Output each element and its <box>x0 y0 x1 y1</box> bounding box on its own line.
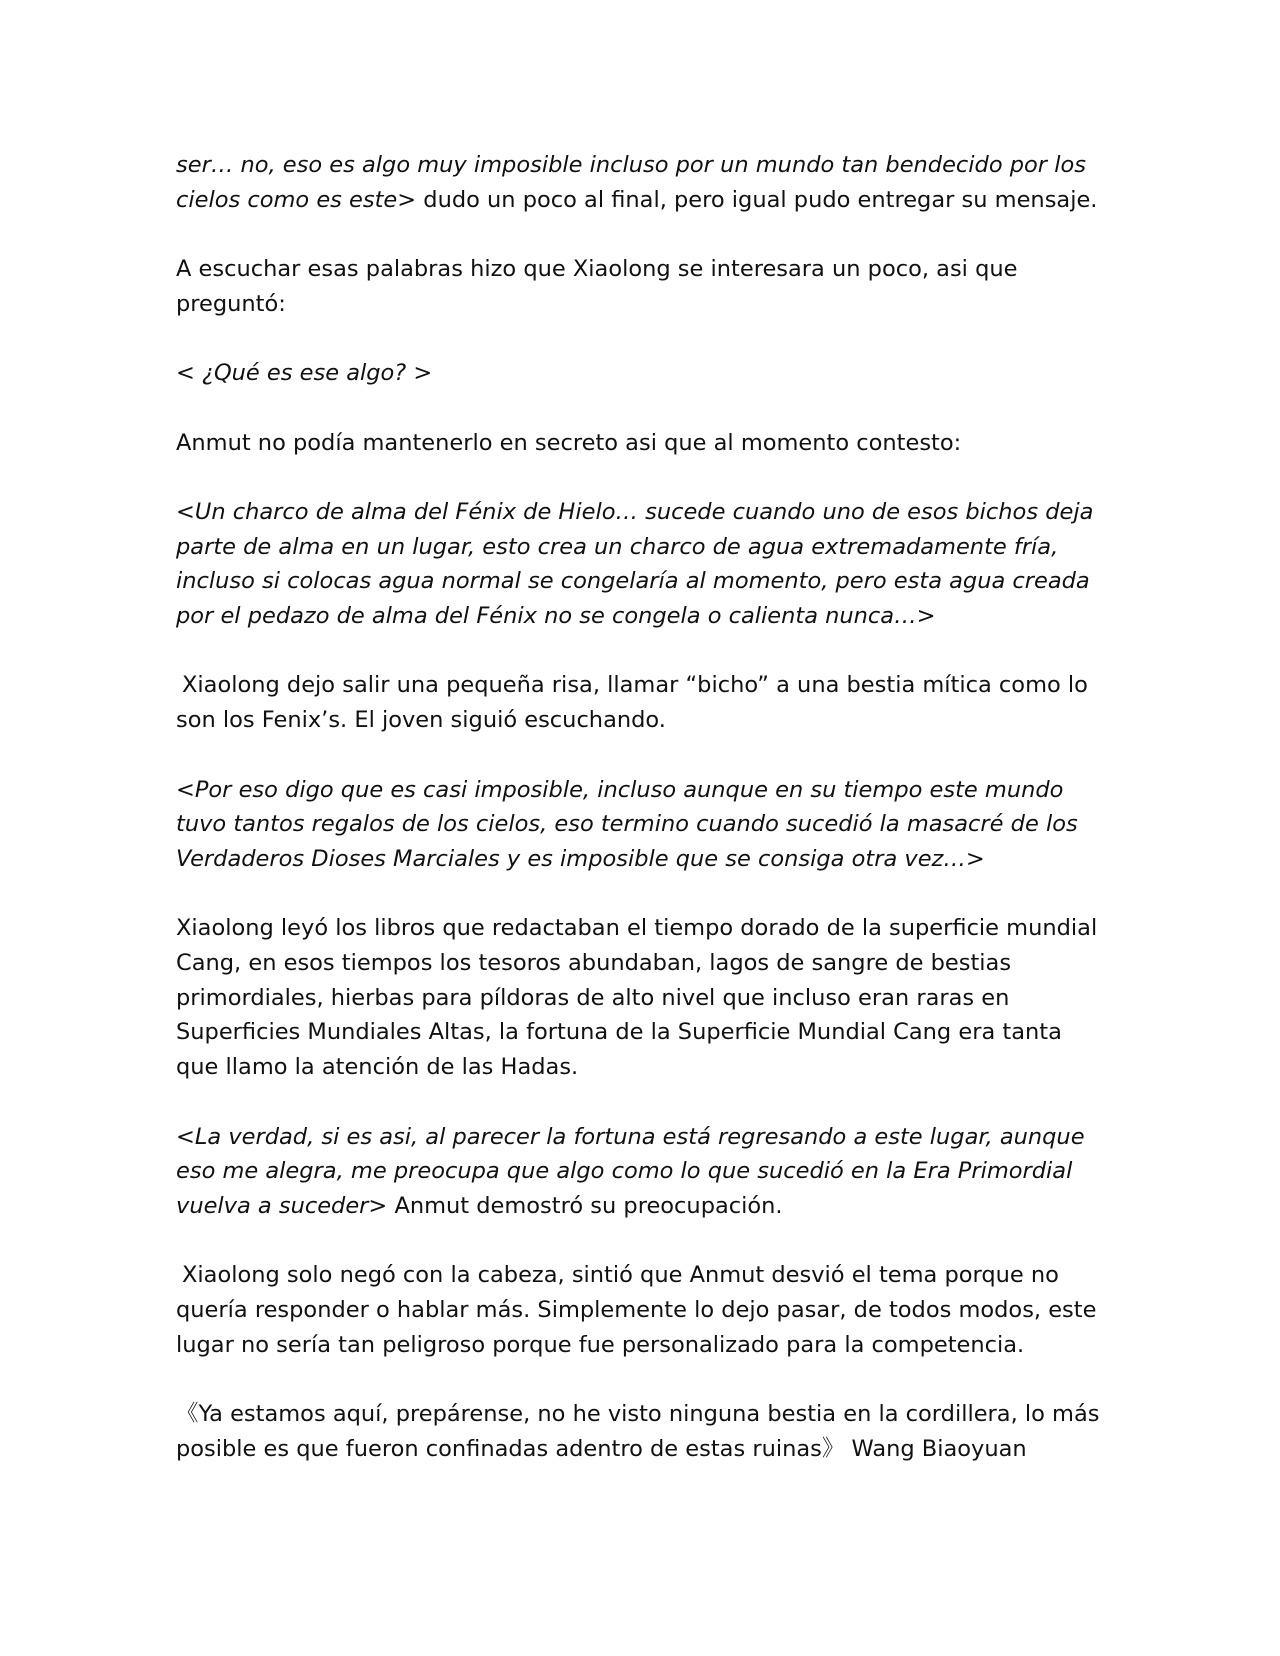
paragraph-5 <box>176 495 1111 634</box>
narration-text: 《Ya estamos aquí, prepárense, no he visto ninguna bestia en la cordillera, lo más posible es que fueron confinadas adentro de estas ruinas》 Wang Biaoyuan <box>176 1401 1100 1462</box>
dialogue-text: <La verdad, si es asi, al parecer la fortuna está regresando a este lugar, aunque eso me alegra, me preocupa que algo como lo que sucedió en la Era Primordial vuelva a suceder> <box>176 1123 1085 1219</box>
dialogue-text: <Un charco de alma del Fénix de Hielo… sucede cuando uno de esos bichos deja parte de alma en un lugar, esto crea un charco de agua extremadamente fría, incluso si colocas agua normal se congelaría al momento, pero esta agua creada por el pedazo de alma del Fénix no se congela o calienta nunca…> <box>176 498 1094 630</box>
dialogue-text: <Por eso digo que es casi imposible, incluso aunque en su tiempo este mundo tuvo tantos regalos de los cielos, eso termino cuando sucedió la masacré de los Verdaderos Dioses Marciales y es imposible que se consiga otra vez…> <box>176 776 1078 872</box>
paragraph-1 <box>176 148 1111 217</box>
narration-text: A escuchar esas palabras hizo que Xiaolong se interesara un poco, asi que preguntó: <box>176 256 1018 317</box>
paragraph-2 <box>176 252 1111 321</box>
narration-text: Xiaolong leyó los libros que redactaban el tiempo dorado de la superficie mundial Cang, en esos tiempos los tesoros abundaban, lagos de sangre de bestias primordiales, hierbas para píldoras de alto nivel que incluso eran raras en Superficies Mundiales Altas, la fortuna de la Superficie Mundial Cang era tanta que llamo la atención de las Hadas. <box>176 915 1098 1081</box>
paragraph-6 <box>176 668 1111 737</box>
narration-text: Xiaolong dejo salir una pequeña risa, llamar “bicho” a una bestia mítica como lo son los Fenix’s. El joven siguió escuchando. <box>176 672 1088 734</box>
dialogue-text: ser… no, eso es algo muy imposible incluso por un mundo tan bendecido por los cielos como es este> <box>176 152 1086 213</box>
narration-text: dudo un poco al final, pero igual pudo entregar su mensaje. <box>416 186 1098 213</box>
narration-text: Anmut demostró su preocupación. <box>387 1192 783 1219</box>
paragraph-3 <box>176 356 1111 391</box>
narration-text: Xiaolong solo negó con la cabeza, sintió que Anmut desvió el tema porque no quería responder o hablar más. Simplemente lo dejo pasar, de todos modos, este lugar no sería tan peligroso porque fue personalizado para la competencia. <box>176 1262 1097 1358</box>
paragraph-11 <box>176 1397 1111 1466</box>
paragraph-4 <box>176 426 1111 461</box>
paragraph-9 <box>176 1120 1111 1224</box>
dialogue-text: < ¿Qué es ese algo? > <box>176 360 433 387</box>
paragraph-10 <box>176 1258 1111 1362</box>
paragraph-8 <box>176 911 1111 1085</box>
document-body <box>176 148 1111 1501</box>
narration-text: Anmut no podía mantenerlo en secreto asi que al momento contesto: <box>176 429 962 456</box>
paragraph-7 <box>176 773 1111 877</box>
